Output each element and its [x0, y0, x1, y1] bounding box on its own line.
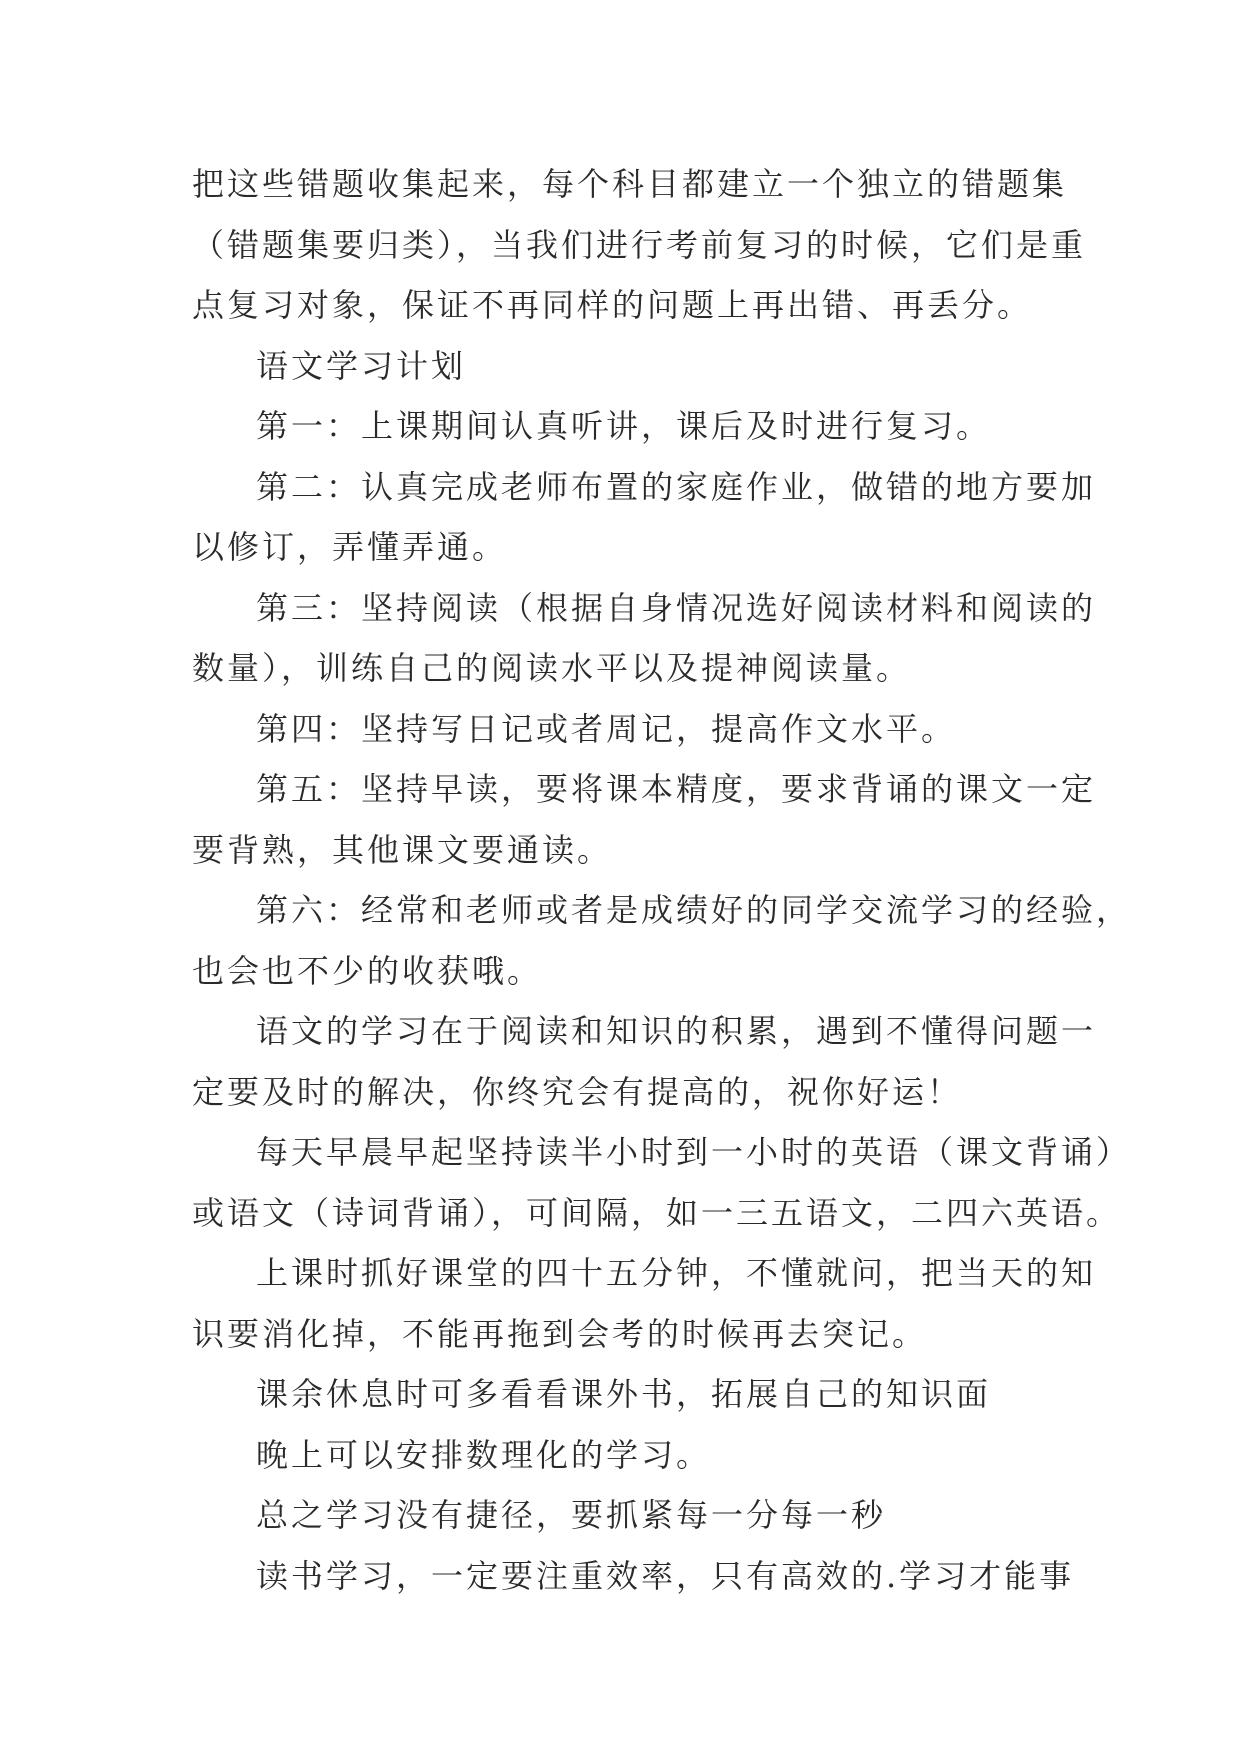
text-line: 第一：上课期间认真听讲，课后及时进行复习。 — [256, 407, 992, 445]
text-line: 晚上可以安排数理化的学习。 — [256, 1436, 712, 1474]
text-line: 或语文（诗词背诵），可间隔，如一三五语文，二四六英语。 — [192, 1194, 1122, 1232]
text-line: （错题集要归类），当我们进行考前复习的时候，它们是重 — [192, 226, 1087, 264]
section-heading: 语文学习计划 — [256, 347, 467, 385]
text-line: 定要及时的解决，你终究会有提高的，祝你好运！ — [192, 1073, 963, 1111]
text-line: 也会也不少的收获哦。 — [192, 952, 543, 990]
text-line: 每天早晨早起坚持读半小时到一小时的英语（课文背诵） — [256, 1133, 1132, 1171]
text-line: 第三：坚持阅读（根据自身情况选好阅读材料和阅读的 — [256, 589, 1097, 627]
text-line: 上课时抓好课堂的四十五分钟，不懂就问，把当天的知 — [256, 1254, 1097, 1292]
text-line: 点复习对象，保证不再同样的问题上再出错、再丢分。 — [192, 286, 1033, 324]
text-line: 第四：坚持写日记或者周记，提高作文水平。 — [256, 710, 957, 748]
text-line: 把这些错题收集起来，每个科目都建立一个独立的错题集 — [192, 165, 1068, 203]
text-line: 要背熟，其他课文要通读。 — [192, 831, 613, 869]
text-line: 课余休息时可多看看课外书，拓展自己的知识面 — [256, 1375, 992, 1413]
text-line: 总之学习没有捷径，要抓紧每一分每一秒 — [256, 1496, 887, 1534]
text-line: 读书学习，一定要注重效率，只有高效的.学习才能事 — [256, 1557, 1075, 1595]
text-line: 第六：经常和老师或者是成绩好的同学交流学习的经验， — [256, 891, 1132, 929]
text-line: 数量），训练自己的阅读水平以及提神阅读量。 — [192, 649, 912, 687]
text-line: 识要消化掉，不能再拖到会考的时候再去突记。 — [192, 1315, 928, 1353]
text-line: 第五：坚持早读，要将课本精度，要求背诵的课文一定 — [256, 770, 1097, 808]
text-line: 第二：认真完成老师布置的家庭作业，做错的地方要加 — [256, 468, 1097, 506]
text-line: 以修订，弄懂弄通。 — [192, 528, 508, 566]
text-line: 语文的学习在于阅读和知识的积累，遇到不懂得问题一 — [256, 1012, 1097, 1050]
